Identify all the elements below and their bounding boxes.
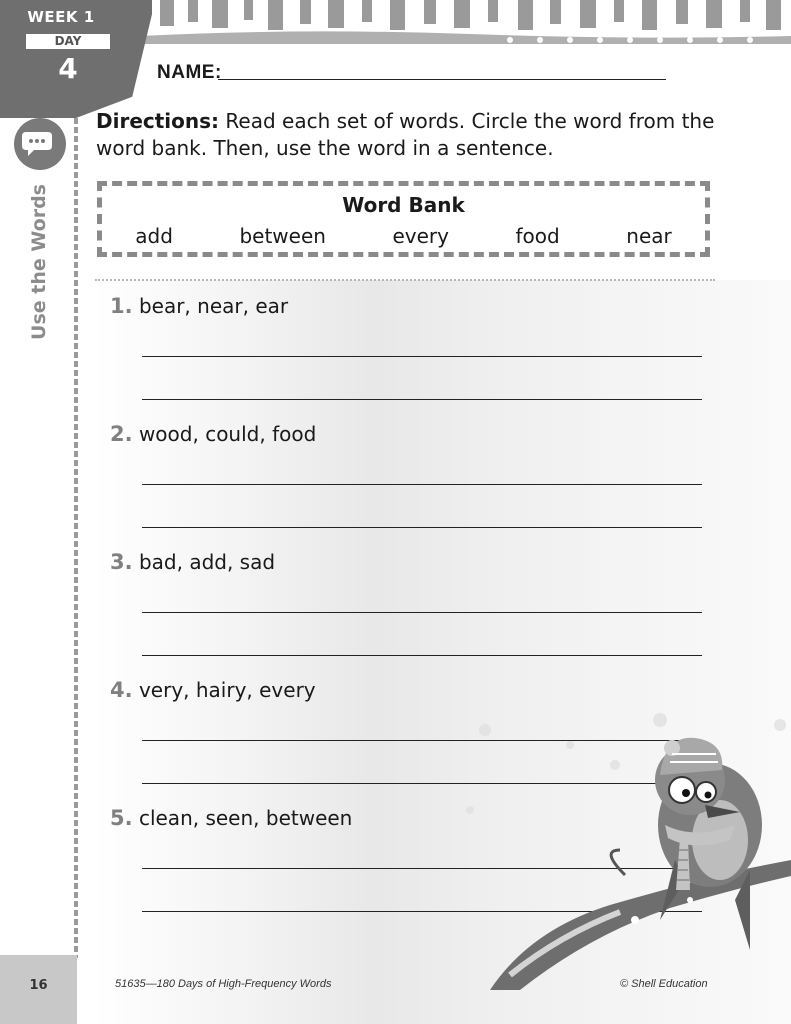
item-words[interactable]: clean, seen, between xyxy=(138,806,353,830)
word-bank-word: near xyxy=(626,224,672,248)
name-label: NAME: xyxy=(157,62,222,83)
exercise-item-4 xyxy=(110,678,316,702)
directions xyxy=(96,108,736,162)
top-decoration xyxy=(140,0,791,50)
footer-copyright: © Shell Education xyxy=(620,978,708,990)
answer-line[interactable] xyxy=(142,655,702,656)
page-number: 16 xyxy=(29,978,48,993)
exercise-item-3 xyxy=(110,550,275,574)
word-bank-word: between xyxy=(239,224,326,248)
name-line[interactable] xyxy=(218,79,666,80)
panel-divider xyxy=(95,279,715,281)
answer-line[interactable] xyxy=(142,612,702,613)
item-number: 2. xyxy=(110,422,133,446)
word-bank-word: add xyxy=(135,224,173,248)
word-bank-word: food xyxy=(515,224,560,248)
item-words[interactable]: bear, near, ear xyxy=(138,294,289,318)
item-number: 3. xyxy=(110,550,133,574)
day-number: 4 xyxy=(58,52,78,85)
item-number: 1. xyxy=(110,294,133,318)
speech-bubble-icon xyxy=(14,118,66,170)
item-words[interactable]: wood, could, food xyxy=(138,422,317,446)
day-label: DAY xyxy=(26,34,110,49)
word-bank xyxy=(97,181,710,257)
answer-line[interactable] xyxy=(142,527,702,528)
exercise-item-1 xyxy=(110,294,288,318)
answer-line[interactable] xyxy=(142,399,702,400)
word-bank-words xyxy=(102,224,705,248)
exercise-item-5 xyxy=(110,806,352,830)
item-number: 5. xyxy=(110,806,133,830)
directions-label: Directions: xyxy=(96,109,220,133)
exercise-item-2 xyxy=(110,422,316,446)
bird-illustration xyxy=(450,700,791,990)
item-words[interactable]: very, hairy, every xyxy=(138,678,316,702)
answer-line[interactable] xyxy=(142,484,702,485)
footer-book-title: 51635—180 Days of High-Frequency Words xyxy=(115,978,332,990)
directions-text: Read each set of words. Circle the word from the word bank. Then, use the word in a sentence. xyxy=(96,109,715,160)
answer-line[interactable] xyxy=(142,356,702,357)
section-title: Use the Words xyxy=(28,184,50,340)
word-bank-title: Word Bank xyxy=(342,193,465,217)
week-label: WEEK 1 xyxy=(27,8,95,26)
item-words[interactable]: bad, add, sad xyxy=(138,550,276,574)
word-bank-word: every xyxy=(392,224,449,248)
sidebar-border-stripe xyxy=(74,118,78,958)
item-number: 4. xyxy=(110,678,133,702)
